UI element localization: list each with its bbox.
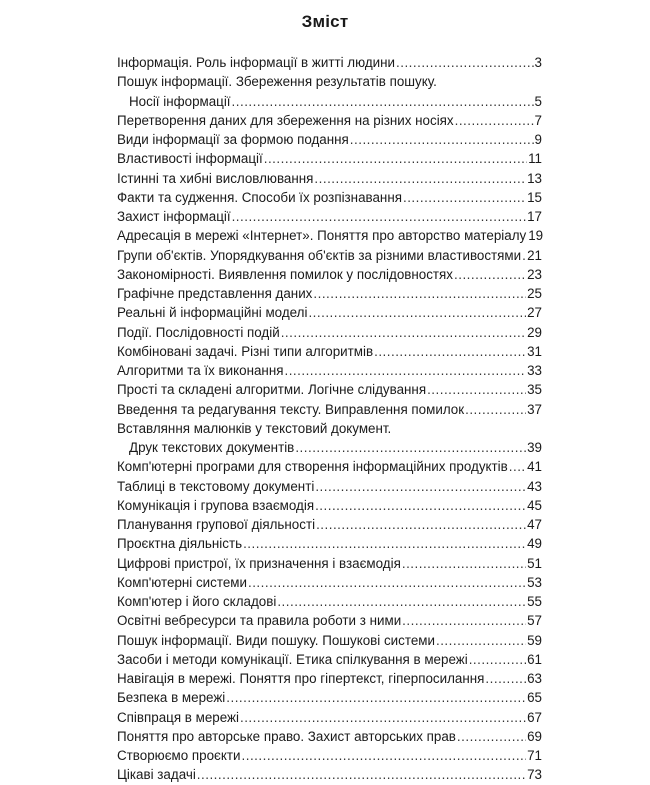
toc-entry-title: Комбіновані задачі. Різні типи алгоритмів — [117, 343, 374, 359]
toc-entry-title: Захист інформації — [117, 209, 231, 224]
toc-page-number: 73 — [527, 767, 542, 783]
toc-entry — [117, 515, 542, 534]
toc-entry — [117, 688, 542, 707]
toc-entry — [117, 457, 542, 476]
toc-page-number: 39 — [527, 440, 542, 455]
toc-entry-title: Проєктна діяльність — [117, 536, 243, 552]
toc-page-number: 53 — [527, 574, 542, 590]
toc-page-number: 61 — [527, 651, 542, 667]
toc-entry-title: Адресація в мережі «Інтернет». Поняття про авторство матеріалу — [117, 228, 527, 244]
toc-entry-title: Поняття про авторське право. Захист авторських прав — [117, 728, 456, 744]
toc-entry-title: Комп'ютерні програми для створення інформаційних продуктів — [117, 459, 508, 475]
toc-entry-title: Алгоритми та їх виконання — [117, 363, 284, 378]
toc-page-number: 31 — [527, 343, 542, 359]
toc-page-number: 9 — [534, 132, 542, 147]
toc-entry — [117, 72, 542, 91]
toc-page-number: 71 — [527, 748, 542, 763]
dot-leader — [308, 303, 526, 322]
toc-page-number: 19 — [528, 228, 544, 244]
toc-entry — [117, 130, 542, 149]
toc-page-number: 69 — [527, 728, 542, 744]
toc-entry — [117, 188, 542, 207]
dot-leader — [522, 246, 526, 265]
dot-leader — [315, 477, 526, 496]
toc-page-number: 51 — [527, 555, 542, 571]
toc-entry-title: Цікаві задачі — [117, 767, 196, 783]
dot-leader — [264, 149, 527, 168]
toc-entry — [117, 53, 542, 72]
toc-entry — [117, 342, 542, 361]
toc-entry-title: Пошук інформації. Збереження результатів пошуку. — [117, 74, 437, 90]
toc-entry-title: Засоби і методи комунікації. Етика спілкування в мережі — [117, 651, 468, 667]
dot-leader — [403, 188, 526, 207]
toc-entry-title: Таблиці в текстовому документі — [117, 478, 315, 494]
toc-entry-title: Види інформації за формою подання — [117, 132, 349, 147]
toc-page-number: 65 — [527, 690, 542, 706]
dot-leader — [469, 650, 526, 669]
dot-leader — [232, 92, 534, 111]
dot-leader — [396, 53, 534, 72]
dot-leader — [402, 554, 526, 573]
toc-entry — [117, 727, 542, 746]
toc-entry-title: Події. Послідовності подій — [117, 324, 280, 340]
toc-entry — [117, 111, 542, 130]
dot-leader — [197, 765, 526, 784]
toc-entry — [117, 708, 542, 727]
toc-entry-title: Вставляння малюнків у текстовий документ. — [117, 420, 392, 436]
toc-entry-title: Властивості інформації — [117, 151, 263, 167]
toc-page-number: 7 — [534, 112, 542, 128]
dot-leader — [232, 207, 527, 226]
toc-entry-title: Комунікація і групова взаємодія — [117, 497, 315, 513]
toc-entry-title: Перетворення даних для збереження на різних носіях — [117, 112, 454, 128]
toc-entry — [117, 438, 542, 457]
toc-page-number: 17 — [527, 209, 542, 224]
toc-entry-title: Комп'ютерні системи — [117, 574, 247, 590]
dot-leader — [281, 323, 526, 342]
toc-entry — [117, 323, 542, 342]
toc-entry — [117, 149, 542, 168]
toc-entry — [117, 650, 542, 669]
toc-page-number: 33 — [527, 363, 542, 378]
toc-entry-title: Факти та судження. Способи їх розпізнавання — [117, 189, 402, 205]
toc-entry — [117, 303, 542, 322]
dot-leader — [457, 727, 526, 746]
toc-page-number: 55 — [527, 594, 542, 609]
dot-leader — [402, 611, 526, 630]
toc-page-number: 63 — [527, 671, 542, 686]
toc-page-number: 41 — [527, 459, 542, 475]
toc-page-number: 67 — [527, 709, 542, 725]
page-title: Зміст — [301, 12, 349, 31]
toc-page-number: 21 — [527, 247, 542, 263]
toc-page-number: 57 — [527, 613, 542, 629]
dot-leader — [485, 669, 526, 688]
toc-entry — [117, 592, 542, 611]
dot-leader — [243, 534, 526, 553]
toc-entry-title: Безпека в мережі — [117, 690, 226, 706]
dot-leader — [284, 361, 526, 380]
toc-entry — [117, 765, 542, 784]
dot-leader — [315, 496, 526, 515]
dot-leader — [316, 515, 526, 534]
toc-entry-title: Прості та складені алгоритми. Логічне слідування — [117, 382, 427, 398]
dot-leader — [295, 438, 526, 457]
toc-page-number: 49 — [527, 536, 542, 552]
dot-leader — [436, 631, 526, 650]
toc-entry — [117, 284, 542, 303]
toc-entry — [117, 554, 542, 573]
toc-entry — [117, 226, 542, 245]
toc-page-number: 47 — [527, 517, 542, 532]
dot-leader — [240, 708, 526, 727]
dot-leader — [454, 265, 526, 284]
toc-entry-title: Інформація. Роль інформації в житті людини — [117, 55, 396, 70]
toc-page-number: 29 — [527, 324, 542, 340]
toc-entry — [117, 400, 542, 419]
toc-page-number: 25 — [527, 286, 542, 301]
toc-entry — [117, 207, 542, 226]
toc-entry — [117, 380, 542, 399]
toc-entry-title: Навігація в мережі. Поняття про гіпертекст, гіперпосилання — [117, 671, 485, 686]
toc-page-number: 5 — [534, 93, 542, 109]
dot-leader — [277, 592, 526, 611]
toc-entry-title: Істинні та хибні висловлювання — [117, 170, 314, 186]
toc-entry-title: Друк текстових документів — [129, 440, 295, 455]
dot-leader — [455, 111, 534, 130]
toc-entry — [117, 265, 542, 284]
toc-page-number: 45 — [527, 497, 542, 513]
toc-page-number: 15 — [527, 189, 542, 205]
toc-page-number: 43 — [527, 478, 542, 494]
toc-entry — [117, 746, 542, 765]
dot-leader — [465, 400, 526, 419]
toc-page-number: 13 — [527, 170, 542, 186]
toc-page-number: 35 — [527, 382, 542, 398]
toc-page-number: 59 — [527, 632, 542, 648]
toc-page-number: 11 — [528, 151, 542, 167]
toc-entry — [117, 573, 542, 592]
toc-entry-title: Закономірності. Виявлення помилок у послідовностях — [117, 266, 454, 282]
dot-leader — [248, 573, 526, 592]
dot-leader — [374, 342, 526, 361]
dot-leader — [350, 130, 534, 149]
dot-leader — [314, 169, 526, 188]
toc-entry-title: Співпраця в мережі — [117, 709, 239, 725]
toc-entry — [117, 669, 542, 688]
toc-entry-title: Освітні вебресурси та правила роботи з ними — [117, 613, 402, 629]
table-of-contents — [117, 53, 542, 785]
dot-leader — [242, 746, 527, 765]
toc-entry-title: Групи об'єктів. Упорядкування об'єктів за різними властивостями — [117, 247, 522, 263]
toc-entry-title: Введення та редагування тексту. Виправлення помилок — [117, 401, 465, 417]
toc-page-number: 3 — [534, 55, 542, 70]
toc-entry-title: Носії інформації — [129, 93, 231, 109]
toc-entry — [117, 361, 542, 380]
dot-leader — [313, 284, 526, 303]
toc-entry-title: Цифрові пристрої, їх призначення і взаємодія — [117, 555, 401, 571]
toc-entry — [117, 169, 542, 188]
toc-entry — [117, 92, 542, 111]
toc-entry-title: Графічне представлення даних — [117, 286, 313, 301]
toc-entry-title: Створюємо проєкти — [117, 748, 241, 763]
toc-entry-title: Пошук інформації. Види пошуку. Пошукові системи — [117, 632, 435, 648]
toc-page-number: 23 — [527, 266, 542, 282]
toc-entry — [117, 246, 542, 265]
dot-leader — [226, 688, 526, 707]
toc-entry-title: Комп'ютер і його складові — [117, 594, 277, 609]
toc-entry — [117, 534, 542, 553]
toc-entry — [117, 496, 542, 515]
toc-entry — [117, 419, 542, 438]
toc-entry — [117, 611, 542, 630]
toc-entry — [117, 477, 542, 496]
dot-leader — [509, 457, 526, 476]
toc-entry — [117, 631, 542, 650]
toc-page-number: 37 — [527, 401, 542, 417]
toc-entry-title: Планування групової діяльності — [117, 517, 316, 532]
toc-entry-title: Реальні й інформаційні моделі — [117, 305, 308, 321]
toc-page-number: 27 — [527, 305, 542, 321]
dot-leader — [427, 380, 526, 399]
